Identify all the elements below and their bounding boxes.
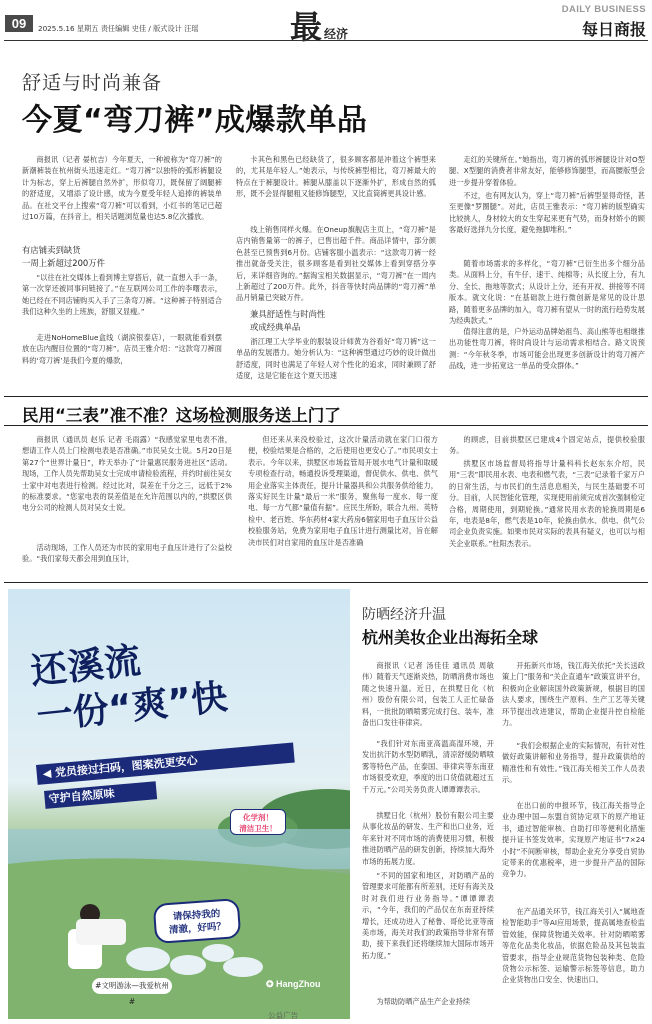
brand-chinese: 每日商报 — [581, 20, 646, 39]
page-number: 09 — [5, 15, 33, 32]
poster-headline-1: 还溪流 — [28, 640, 144, 693]
article2-col1-para1: 商报讯（通讯员 赵乐 记者 毛雨露）“我感觉家里电表不准，想请工作人员上门检测电表是否准确。”市民吴女士说。5月20日是第27个“世界计量日”，昨天举办了“计量惠民服务进社区”活动。现场，工作人员先帮助吴女士完成申请检验流程，并约时前往吴女士家中对电表进行检测。经过比对，误差在千分之三，远低于2%的标准要求。“您家电表的误差值是在允许范围以内的，”拱墅区供电分公司的检测人员对吴女士说。 — [22, 435, 232, 513]
poster-speech-bubble: 请保持我的 清澈，好吗？ — [153, 898, 242, 944]
article1-col2-para2: 线上销售同样火爆。在Oneup旗舰店主页上，“弯刀裤”是店内销售量第一的裤子，已售出超千件。商品详情中，部分颜色甚至已预售到6月份。店铺客服小温表示：“这款弯刀裤一经推出就备受关注，很多顾客是看到社交媒体上看到穿搭分享后，来详细咨询的。”据淘宝相关数据显示，“弯刀裤”在一周内上新超过了200万件。此外，抖音等快时尚品牌的“弯刀裤”单品月销量已突破万件。 — [236, 225, 436, 303]
article1-subhead2: 一周上新超过200万件 — [22, 258, 105, 268]
article1-col1-para2: “以往在社交媒体上看到博主穿搭后，就一直想入手一条，第一次穿还被同事问链接了。”在互联网公司工作的李曙表示，她已经在不同店铺购买入手了三条弯刀裤。“这种裤子特别适合我们这种久坐的上班族，舒服又显瘦。” — [22, 273, 222, 317]
article1-col3-para2: 不过，也有网友认为，穿上“弯刀裤”后裤型显得奇怪，甚至更像“罗圈腿”。对此，店员王雅表示：“弯刀裤的版型确实比较挑人，身材较大的女生穿起来更有气势，而身材娇小的顾客最好选择九分长度，避免拖脚堆积。” — [449, 191, 645, 235]
article3-col2-para2: “我们会根据企业的实际情况，有针对性做好政策讲解和业务指导，提升政策供给的精准性和有效性。”钱江海关相关工作人员表示。 — [502, 741, 645, 785]
article1-subhead4: 或成经典单品 — [250, 322, 301, 332]
article3-col2-para1: 开拓新兴市场，钱江海关依托“关长送政策上门”服务和“关企直通车”政策宣讲平台，积极向企业解读国外政策新规，根据目的国法人要求，围绕生产原料、生产工艺等关键环节提出改进建议，帮助企业提升控自检能力。 — [502, 661, 645, 728]
article3-top-rule — [4, 582, 648, 583]
poster-ribbon-1: ◀ 党员接过扫码，图案洗更安心 — [36, 743, 295, 785]
article3-title: 杭州美妆企业出海拓全球 — [362, 628, 539, 647]
article1-title: 今夏“弯刀裤”成爆款单品 — [22, 103, 368, 138]
article3-col2-para4: 在产品通关环节，钱江海关引入“属地查检智能助手”等AI应用场景，提高属地查检监管效能，保障货物通关效率。针对防晒喷雾等危化品类化妆品，依据危险品及其包装监管要求，指导企业规范货物包装种类、危险货物公示标签、运输警示标签等信息，助力企业货物出口安全、快速出口。 — [502, 907, 645, 985]
article1-col3-para4: 值得注意的是，户外运动品牌始祖鸟、高山熊等也相继推出功能性弯刀裤，将时尚设计与运动需求相结合。路文说预测：“今年秋冬季，市场可能会出现更多创新设计的弯刀裤产品线，进一步拓宽这一单品的受众群体。” — [449, 327, 645, 371]
article2-col2: 但还来从来没校验过，这次计量活动就在家门口很方便，校验结果是合格的，之后使用也更安心了。”市民项女士表示。今年以来，拱墅区市场监管局开展水电气计量和取暖专项检查行动，畅通投诉受理渠道，督促供水、供电、供气用企业落实主体责任，提升计量器具和公共服务供给能力，落实好民生计量“最后一米”服务，聚焦每一度水、每一度电、每一方气都“量值有据”。应民生所盼，联合九州、英特检中、老百姓、华东药材4家大药房6個家用电子血压计公益校验服务站，免费为家用电子血压计进行测量比对，旨在解决市民们对自家用的血压计是否准确 — [248, 435, 438, 547]
article2-col1-para2: 活动现场，工作人员还为市民的家用电子血压计进行了公益校验。“我们家每天都会用到血压计， — [22, 543, 232, 564]
poster-hashtag: #文明游泳—我爱杭州# — [92, 978, 172, 994]
article1-col1-para3: 走进NoHomeBlue盒线（湖滨银泰店），一眼就能看到摆放在店内醒目位置的“弯刀裤”。店员王雅介绍：“这款弯刀裤面料的‘弯刀裤’是我们今夏的爆款， — [22, 333, 222, 365]
section-logo — [290, 6, 348, 48]
article3-col1-para3: 拱墅日化（杭州）股份有限公司主要从事化妆品的研发、生产和出口业务，近年来针对不同市场的消费使用习惯，积极推进防晒产品的研发创新，持续加大海外市场的拓展力度。 — [362, 811, 494, 866]
article2-top-rule — [4, 396, 648, 397]
section-big-char: 最 — [290, 8, 323, 46]
article1-kicker: 舒适与时尚兼备 — [22, 72, 163, 94]
poster-caption: 公益广告 — [268, 1011, 298, 1020]
poster-ribbon-2: 守护自然原味 — [44, 781, 157, 809]
article2-col3-para1: 的顾虑，目前拱墅区已建成4个固定站点，提供校验服务。 — [449, 435, 645, 456]
issue-line: 2025.5.16 星期五 责任编辑 史佳 / 版式设计 汪瑶 — [38, 24, 199, 33]
article3-col2-para3: 在出口前的申报环节，钱江海关指导企业办理中国—东盟自贸协定项下的原产地证书，通过智能审核、自助打印等便利化措施提升证书签发效率，实现原产地证书“7×24小时”不间断审核，帮助企业充分享受自贸协定带来的优惠税率，进一步提升产品的国际竞争力。 — [502, 801, 645, 879]
article2-col3-para2: 拱墅区市场监督局将指导计量科科长赵东东介绍，民用“三表”即民用水表、电表和燃气表，“三表”记录着千家万户的日常生活，与市民们的生活息息相关，与民生基础要不可分。目前，人民智能化管理，实现使用前须完成首次强制检定合格，周期使用，到期轮换。”通常民用水表的轮换周期是6年，电表是8年，燃气表是10年，轮换由供水、供电、供气公司企业负责实施。如果市民对实际的表具有疑义，也可以与相关企业联系。”杜阳杰表示。 — [449, 459, 645, 548]
header-divider — [4, 40, 648, 41]
article1-subhead1: 有店铺卖到缺货 — [22, 245, 81, 255]
article3-kicker: 防晒经济升温 — [362, 607, 446, 623]
poster-headline-2: 一份“爽”快 — [34, 676, 230, 738]
article1-col1-para1: 商报讯（记者 晏杭吉）今年夏天，一种被称为“弯刀裤”的新潮裤装在杭州街头迅速走红。“弯刀裤”以独特的弧形裤腿设计为标志，穿上后裤腿自然外扩，形似弯刀，既保留了阔腿裤的舒适度，又增添了设计感，成为今夏受年轻人追捧的裤装单品。在社交平台上搜索“弯刀裤”可以看到，小红书的笔记已超过10万篇，在抖音上，相关话题浏览量也达5.8亿次播放。 — [22, 155, 222, 222]
poster-small-bubble: 化学剂！ 清洁卫生！ — [230, 809, 286, 835]
article1-col3-para3: 随着市场需求的多样化，“弯刀裤”已衍生出多个细分品类。从面料上分，有牛仔、速干、纯棉等；从长度上分，有九分、全长、拖地等款式；从设计上分，还有开衩、拼接等不同版本。就文化说：“在基础款上进行微创新是常见的设计思路，随着更多品牌的加入，弯刀裤有望从一时的流行趋势发展为经典款式。” — [449, 259, 645, 326]
article1-col2-para1: 卡其色和黑色已经缺货了，很多顾客都是冲着这个裤型来的，尤其是年轻人。”她表示，与传统裤型相比，弯刀裤最大的特点在于裤腿设计。裤腿从膝盖以下逐渐外扩，形成自然的弧形，既不会显得腿粗又能修饰腿型，又比直筒裤更具设计感。 — [236, 155, 436, 199]
article3-col1-para4: “不同的国家和地区，对防晒产品的管理要求可能都有所差别，还好有海关及时对我们进行业务指导。”谭谭谭表示，“今年，我们的产品仅在东南亚持续增长，还成功进入了秘鲁、哥伦比亚等南美市场，海关对我们的政策指导非常有帮助，接下来我们还将继续加大国际市场开拓力度。” — [362, 871, 494, 960]
article3-col1-para5: 为帮助防晒产品生产企业持续 — [376, 997, 471, 1006]
article3-col1-para2: “我们针对东南亚高温高湿环境，开发出抗汗防水型防晒乳，清凉舒缓防晒喷雾等特色产品，在泰国、菲律宾等东南亚市场很受欢迎，季度的出口货值就超过五千万元。”公司关务负责人谭谭谭表示。 — [362, 739, 494, 794]
article2-title: 民用“三表”准不准？这场检测服务送上门了 — [22, 406, 341, 425]
section-label: 经济 — [324, 27, 349, 41]
article2-title-rule — [4, 425, 648, 426]
poster-city-logo: ✪ HangZhou — [266, 979, 321, 989]
article3-col1-para1: 商报讯（记者 汤佳佳 通讯员 周敏伟）随着天气逐渐炎热，防晒消费市场也随之快速升温。近日，在拱墅日化（杭州）股份有限公司，包装工人正忙碌备料，一批批防晒喷雾完成打包、装车，准备出口发往菲律宾。 — [362, 661, 494, 728]
article1-col2-para3: 浙江理工大学毕业的服装设计师黄为谷看好“弯刀裤”这一单品的发展潜力。她分析认为：“这种裤型通过巧妙的设计做出舒适度，同时也满足了年轻人对个性化的追求，同时兼顾了舒适度，这是它能在这个夏天迅速 — [236, 337, 436, 381]
article1-col3-para1: 走红的关键所在。”她指出，弯刀裤的弧形裤腿设计对O型腿、X型腿的消费者非常友好，能够修饰腿型，而高腰版型会进一步提升穿着体验。 — [449, 155, 645, 187]
public-service-poster — [8, 589, 350, 1019]
article1-subhead3: 兼具舒适性与时尚性 — [250, 309, 326, 319]
brand-english: DAILY BUSINESS — [561, 4, 646, 15]
